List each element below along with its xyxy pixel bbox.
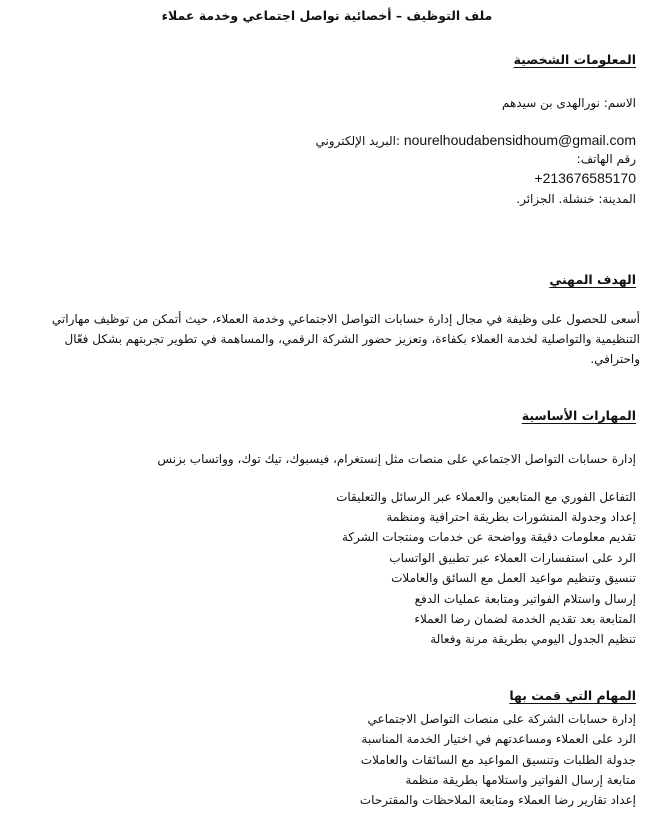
task-item: جدولة الطلبات وتنسيق المواعيد مع السائقات والعاملات	[360, 753, 636, 767]
phone-value: +213676585170	[534, 170, 636, 186]
city-line: المدينة: خنشلة. الجزائر.	[516, 192, 636, 206]
skill-item: تنظيم الجدول اليومي بطريقة مرنة وفعالة	[430, 632, 636, 646]
task-item: إدارة حسابات الشركة على منصات التواصل الاجتماعي	[367, 712, 636, 726]
email-label: :البريد الإلكتروني	[315, 134, 401, 148]
skill-item: إعداد وجدولة المنشورات بطريقة احترافية ومنظمة	[386, 510, 636, 524]
skills-intro: إدارة حسابات التواصل الاجتماعي على منصات مثل إنستغرام، فيسبوك، تيك توك، وواتساب بزنس	[157, 452, 636, 466]
skill-item: التفاعل الفوري مع المتابعين والعملاء عبر الرسائل والتعليقات	[336, 490, 636, 504]
tasks-heading: المهام التي قمت بها	[509, 688, 636, 703]
personal-info-heading: المعلومات الشخصية	[513, 52, 636, 67]
skill-item: إرسال واستلام الفواتير ومتابعة عمليات الدفع	[414, 592, 636, 606]
objective-heading: الهدف المهني	[549, 272, 636, 287]
skill-item: المتابعة بعد تقديم الخدمة لضمان رضا العملاء	[414, 612, 636, 626]
email-line	[315, 132, 636, 149]
objective-text: أسعى للحصول على وظيفة في مجال إدارة حسابات التواصل الاجتماعي وخدمة العملاء، حيث أتمكن من توظيف مهاراتي التنظيمية والتواصلية لخدمة العملاء بكفاءة، وتعزيز حضور الشركة الرقمي، والمساهمة في تطوير تجربتهم بشكل فعّال واحترافي.	[51, 312, 640, 366]
skill-item: الرد على استفسارات العملاء عبر تطبيق الواتساب	[389, 551, 636, 565]
email-value[interactable]: nourelhoudabensidhoum@gmail.com	[403, 132, 636, 148]
phone-label: رقم الهاتف:	[576, 152, 636, 166]
task-item: الرد على العملاء ومساعدتهم في اختيار الخدمة المناسبة	[361, 732, 636, 746]
task-item: متابعة إرسال الفواتير واستلامها بطريقة منظمة	[405, 773, 636, 787]
skill-item: تقديم معلومات دقيقة وواضحة عن خدمات ومنتجات الشركة	[341, 530, 636, 544]
name-line: الاسم: نورالهدى بن سيدهم	[501, 96, 636, 110]
skills-heading: المهارات الأساسية	[521, 408, 636, 423]
task-item: إعداد تقارير رضا العملاء ومتابعة الملاحظات والمقترحات	[359, 793, 636, 807]
phone-line	[534, 170, 636, 187]
skill-item: تنسيق وتنظيم مواعيد العمل مع السائق والعاملات	[391, 571, 636, 585]
document-title: ملف التوظيف – أخصائية تواصل اجتماعي وخدمة عملاء	[161, 8, 493, 23]
